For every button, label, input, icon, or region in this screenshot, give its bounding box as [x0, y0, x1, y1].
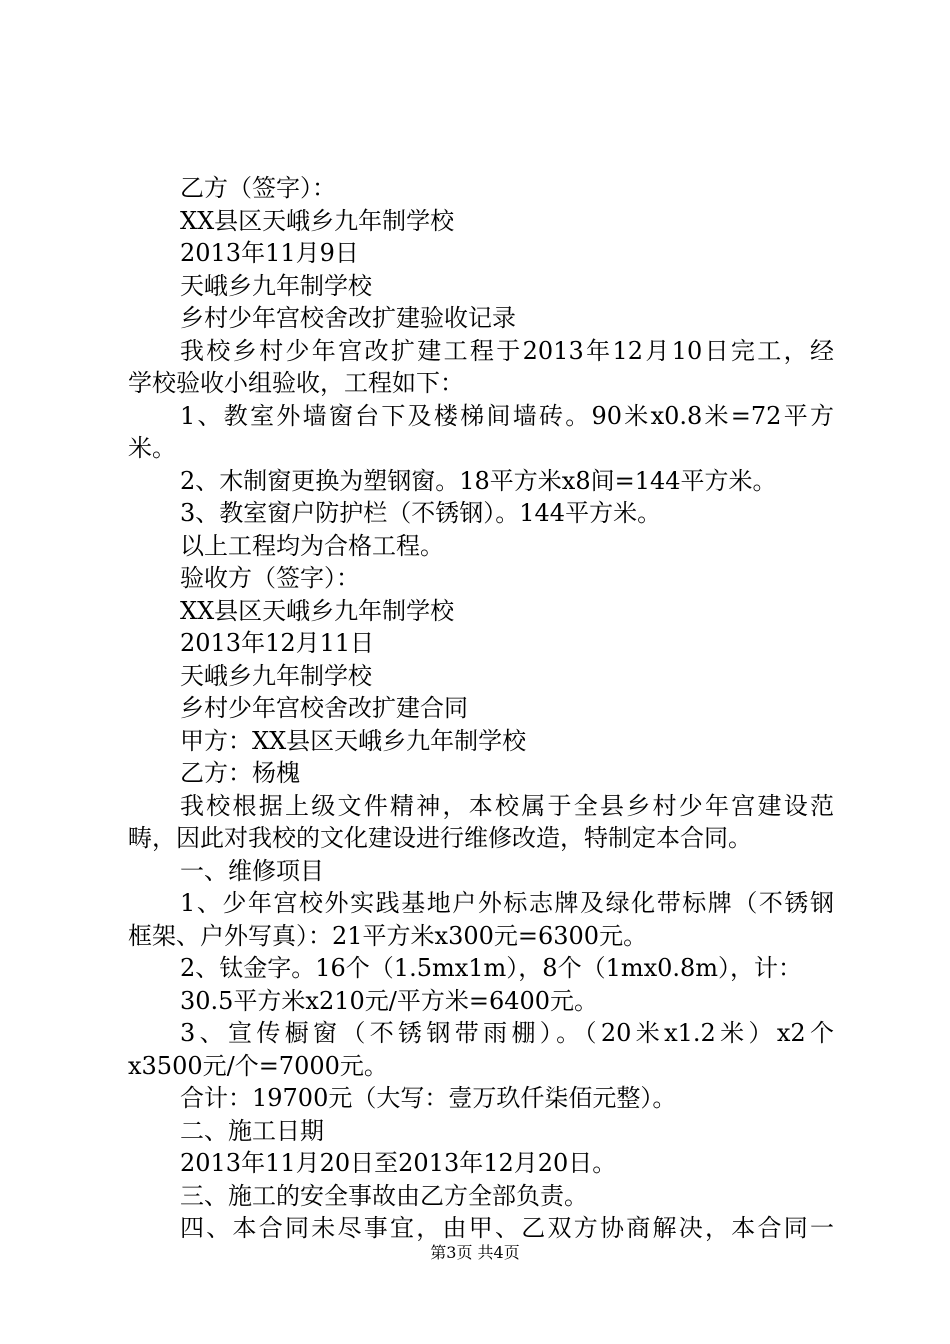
text-line: 天峨乡九年制学校: [180, 271, 372, 300]
text-line: 学校验收小组验收，工程如下：: [128, 369, 464, 397]
text-line: 二、施工日期: [180, 1116, 324, 1145]
document-body: [128, 172, 834, 1245]
text-line: 验收方（签字）：: [180, 564, 360, 592]
text-line: 3、教室窗户防护栏（不锈钢）。144平方米。: [180, 499, 662, 527]
text-line: 我校根据上级文件精神，本校属于全县乡村少年宫建设范: [180, 791, 834, 820]
page-number-label: 第3页 共4页: [430, 1243, 520, 1262]
page-footer: [0, 1242, 950, 1264]
text-line: 天峨乡九年制学校: [180, 661, 372, 690]
text-line: 一、维修项目: [180, 856, 324, 885]
text-line: 2013年11月9日: [180, 239, 359, 267]
text-line: 米。: [128, 434, 176, 462]
text-line: 30.5平方米x210元/平方米=6400元。: [180, 986, 599, 1015]
text-line: 畴，因此对我校的文化建设进行维修改造，特制定本合同。: [128, 824, 752, 852]
text-line: 乙方（签字）：: [180, 174, 336, 202]
text-line: 1、教室外墙窗台下及楼梯间墙砖。90米x0.8米=72平方: [180, 401, 834, 430]
text-line: 2、木制窗更换为塑钢窗。18平方米x8间=144平方米。: [180, 466, 777, 495]
text-line: 甲方：XX县区天峨乡九年制学校: [180, 726, 527, 755]
text-line: 乙方：杨槐: [180, 759, 300, 787]
text-line: 以上工程均为合格工程。: [180, 531, 444, 560]
text-line: 2013年11月20日至2013年12月20日。: [180, 1149, 617, 1177]
text-line: x3500元/个=7000元。: [128, 1051, 388, 1080]
text-line: XX县区天峨乡九年制学校: [180, 206, 455, 235]
text-line: XX县区天峨乡九年制学校: [180, 596, 455, 625]
text-line: 2、钛金字。16个（1.5mx1m），8个（1mx0.8m），计：: [180, 954, 803, 982]
text-line: 1、少年宫校外实践基地户外标志牌及绿化带标牌（不锈钢: [180, 889, 834, 917]
text-line: 四、本合同未尽事宜，由甲、乙双方协商解决，本合同一: [180, 1214, 834, 1242]
text-line: 乡村少年宫校舍改扩建合同: [180, 694, 468, 722]
text-line: 三、施工的安全事故由乙方全部负责。: [180, 1181, 588, 1210]
text-line: 合计：19700元（大写：壹万玖仟柒佰元整）。: [180, 1084, 677, 1112]
text-line: 我校乡村少年宫改扩建工程于2013年12月10日完工，经: [180, 336, 834, 365]
text-line: 2013年12月11日: [180, 629, 375, 657]
text-line: 乡村少年宫校舍改扩建验收记录: [180, 304, 516, 332]
text-line: 框架、户外写真）：21平方米x300元=6300元。: [128, 921, 648, 950]
text-line: 3、宣传橱窗（不锈钢带雨棚）。（20米x1.2米）x2个: [180, 1019, 834, 1047]
